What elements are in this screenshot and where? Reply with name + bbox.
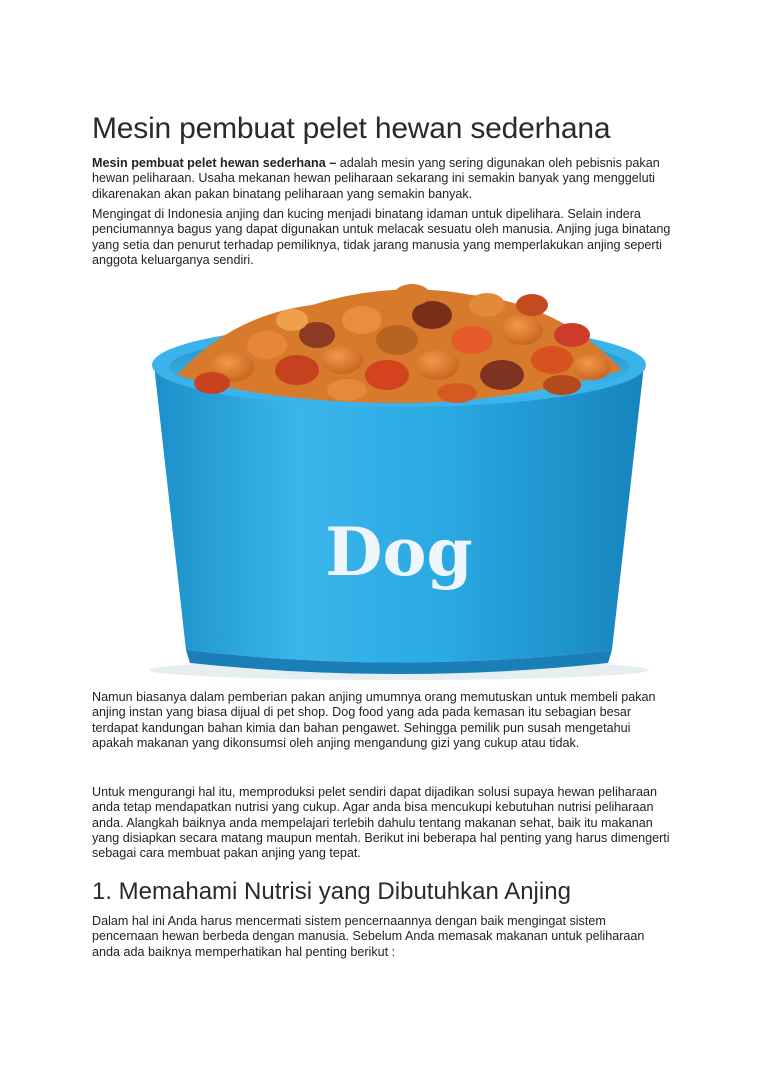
paragraph-3: Namun biasanya dalam pemberian pakan anjing umumnya orang memutuskan untuk membeli pakan anjing instan yang biasa dijual di pet shop. Dog food yang ada pada kemasan itu sebagian besar terdapat kandungan bahan kimia dan bahan pengawet. Sehingga pemilik pun susah mengetahui apakah makanan yang dikonsumsi oleh anjing mengandung gizi yang cukup atau tidak. — [92, 690, 656, 750]
intro-lead-text: adalah mesin yang sering digunakan oleh pebisnis pakan hewan peliharaan. Usaha mekanan hewan peliharaan sekarang ini semakin banyak yang menggeluti dikarenakan akan pakan binatang peliharaan yang semakin banyak. — [92, 156, 660, 201]
dog-food-bowl-image — [92, 275, 706, 683]
paragraph-4: Untuk mengurangi hal itu, memproduksi pelet sendiri dapat dijadikan solusi supaya hewan peliharaan anda tetap mendapatkan nutrisi yang cukup. Agar anda bisa mencukupi kebutuhan nutrisi peliharaan anda. Alangkah baiknya anda mempelajari terlebih dahulu tentang makanan sehat, baik itu makanan yang disiapkan secara matang maupun mentah. Berikut ini beberapa hal penting yang harus dimengerti sebagai cara membuat pakan anjing yang tepat. — [92, 785, 670, 861]
paragraph-2: Mengingat di Indonesia anjing dan kucing menjadi binatang idaman untuk dipelihara. Selain indera penciumannya bagus yang dapat digunakan untuk melacak sesuatu oleh manusia. Anjing juga binatang yang setia dan penurut terhadap pemiliknya, tidak jarang manusia yang memperlakukan anjing seperti anggota keluarganya sendiri. — [92, 207, 671, 267]
dog-bowl-illustration — [92, 275, 706, 683]
bowl-text: Dog — [325, 513, 473, 591]
page-title: Mesin pembuat pelet hewan sederhana — [92, 112, 611, 145]
section-1-text: Dalam hal ini Anda harus mencermati sistem pencernaannya dengan baik mengingat sistem pencernaan hewan berbeda dengan manusia. Sebelum Anda memasak makanan untuk peliharaan anda ada baiknya memperhatikan hal penting berikut : — [92, 914, 645, 959]
intro-paragraph — [92, 156, 672, 202]
intro-lead-bold: Mesin pembuat pelet hewan sederhana – — [92, 156, 337, 170]
section-1-heading: 1. Memahami Nutrisi yang Dibutuhkan Anjing — [92, 878, 571, 905]
